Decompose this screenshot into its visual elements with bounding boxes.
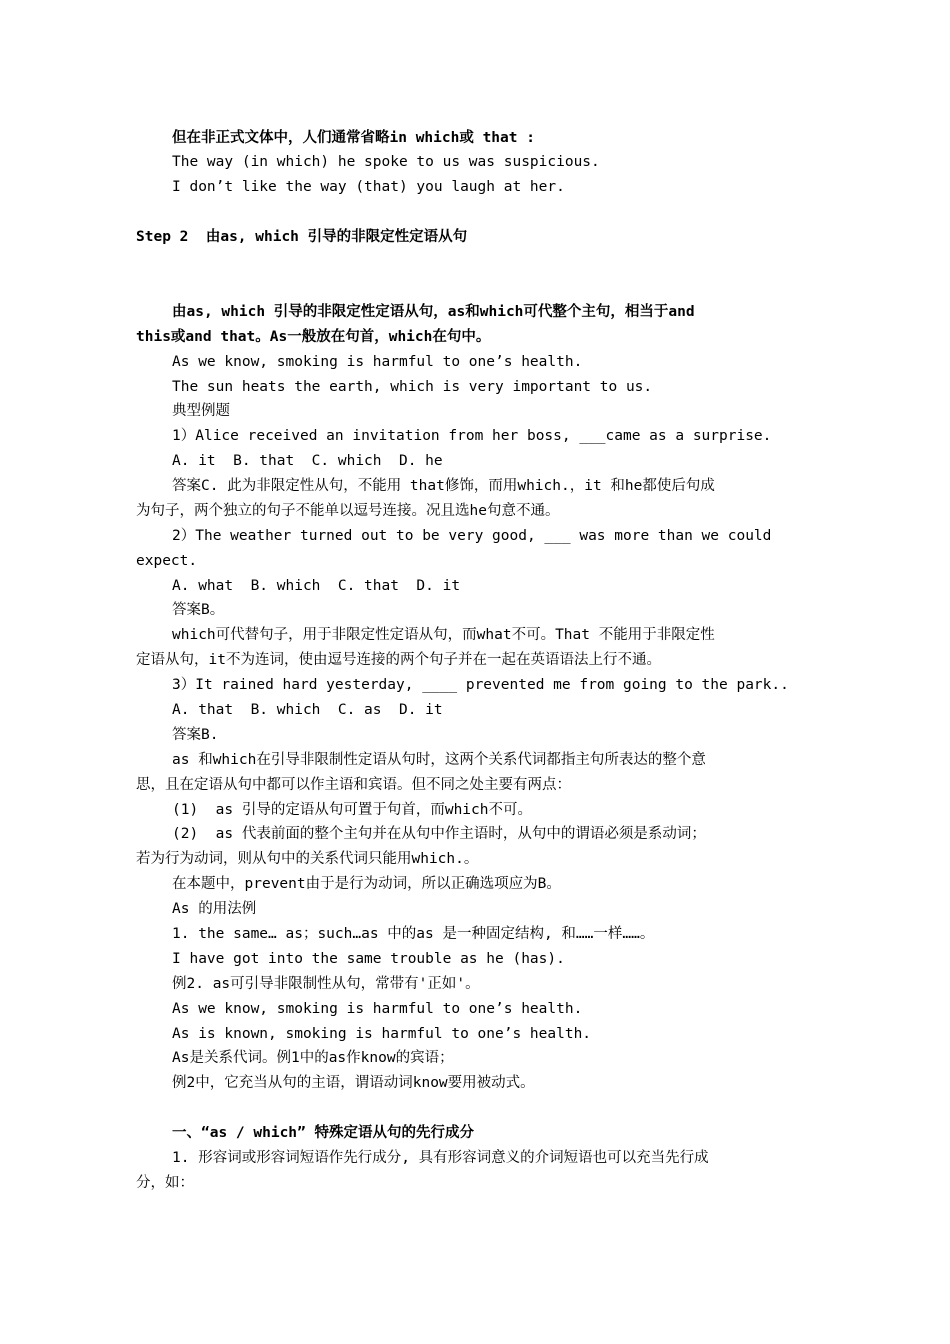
example-sentence: As we know, smoking is harmful to one’s health. <box>172 1001 583 1017</box>
example-sentence: I don’t like the way (that) you laugh at her. <box>172 179 565 195</box>
options: A. it B. that C. which D. he <box>172 453 443 469</box>
paragraph-line: 由as, which 引导的非限定性定语从句，as和which可代整个主句，相当于and <box>172 304 695 320</box>
question: 1）Alice received an invitation from her boss, ___came as a surprise. <box>172 428 772 444</box>
example-sentence: The way (in which) he spoke to us was suspicious. <box>172 154 600 170</box>
section-heading: Step 2 由as, which 引导的非限定性定语从句 <box>136 229 468 245</box>
usage-line: As是关系代词。例1中的as作know的宾语； <box>172 1050 454 1066</box>
question: 3）It rained hard yesterday, ____ prevented me from going to the park.. <box>172 677 789 693</box>
example-sentence: As we know, smoking is harmful to one’s health. <box>172 354 583 370</box>
usage-line: 例2. as可引导非限制性从句，常带有'正如'。 <box>172 976 480 992</box>
paragraph-line: 但在非正式文体中，人们通常省略in which或 that : <box>172 130 535 146</box>
subheading: As 的用法例 <box>172 901 257 917</box>
answer-line: 答案B. <box>172 727 219 743</box>
question: 2）The weather turned out to be very good, ___ was more than we could <box>172 528 772 544</box>
options: A. what B. which C. that D. it <box>172 578 461 594</box>
example-sentence: I have got into the same trouble as he (has). <box>172 951 565 967</box>
answer-line: 为句子，两个独立的句子不能单以逗号连接。况且选he句意不通。 <box>136 503 560 519</box>
subheading: 典型例题 <box>172 403 230 419</box>
explanation-line: which可代替句子，用于非限定性定语从句，而what不可。That 不能用于非限定性 <box>172 627 715 643</box>
paragraph-line: 1. 形容词或形容词短语作先行成分, 具有形容词意义的介词短语也可以充当先行成 <box>172 1150 709 1166</box>
question: expect. <box>136 553 198 569</box>
section-heading: 一、“as / which” 特殊定语从句的先行成分 <box>172 1125 474 1141</box>
example-sentence: As is known, smoking is harmful to one’s health. <box>172 1026 592 1042</box>
answer-line: 答案B。 <box>172 602 225 618</box>
explanation-line: (1) as 引导的定语从句可置于句首，而which不可。 <box>172 802 532 818</box>
explanation-line: 思，且在定语从句中都可以作主语和宾语。但不同之处主要有两点： <box>136 777 571 793</box>
explanation-line: as 和which在引导非限制性定语从句时，这两个关系代词都指主句所表达的整个意 <box>172 752 706 768</box>
usage-line: 例2中，它充当从句的主语，谓语动词know要用被动式。 <box>172 1075 535 1091</box>
usage-line: 1. the same… as；such…as 中的as 是一种固定结构, 和……一样……。 <box>172 926 655 942</box>
options: A. that B. which C. as D. it <box>172 702 443 718</box>
explanation-line: (2) as 代表前面的整个主句并在从句中作主语时，从句中的谓语必须是系动词； <box>172 826 706 842</box>
example-sentence: The sun heats the earth, which is very important to us. <box>172 379 653 395</box>
paragraph-line: this或and that。As一般放在句首，which在句中。 <box>136 329 491 345</box>
explanation-line: 在本题中，prevent由于是行为动词，所以正确选项应为B。 <box>172 876 561 892</box>
explanation-line: 若为行为动词，则从句中的关系代词只能用which.。 <box>136 851 479 867</box>
answer-line: 答案C. 此为非限定性从句，不能用 that修饰，而用which.，it 和he都使后句成 <box>172 478 715 494</box>
paragraph-line: 分，如： <box>136 1175 194 1191</box>
explanation-line: 定语从句，it不为连词，使由逗号连接的两个句子并在一起在英语语法上行不通。 <box>136 652 661 668</box>
